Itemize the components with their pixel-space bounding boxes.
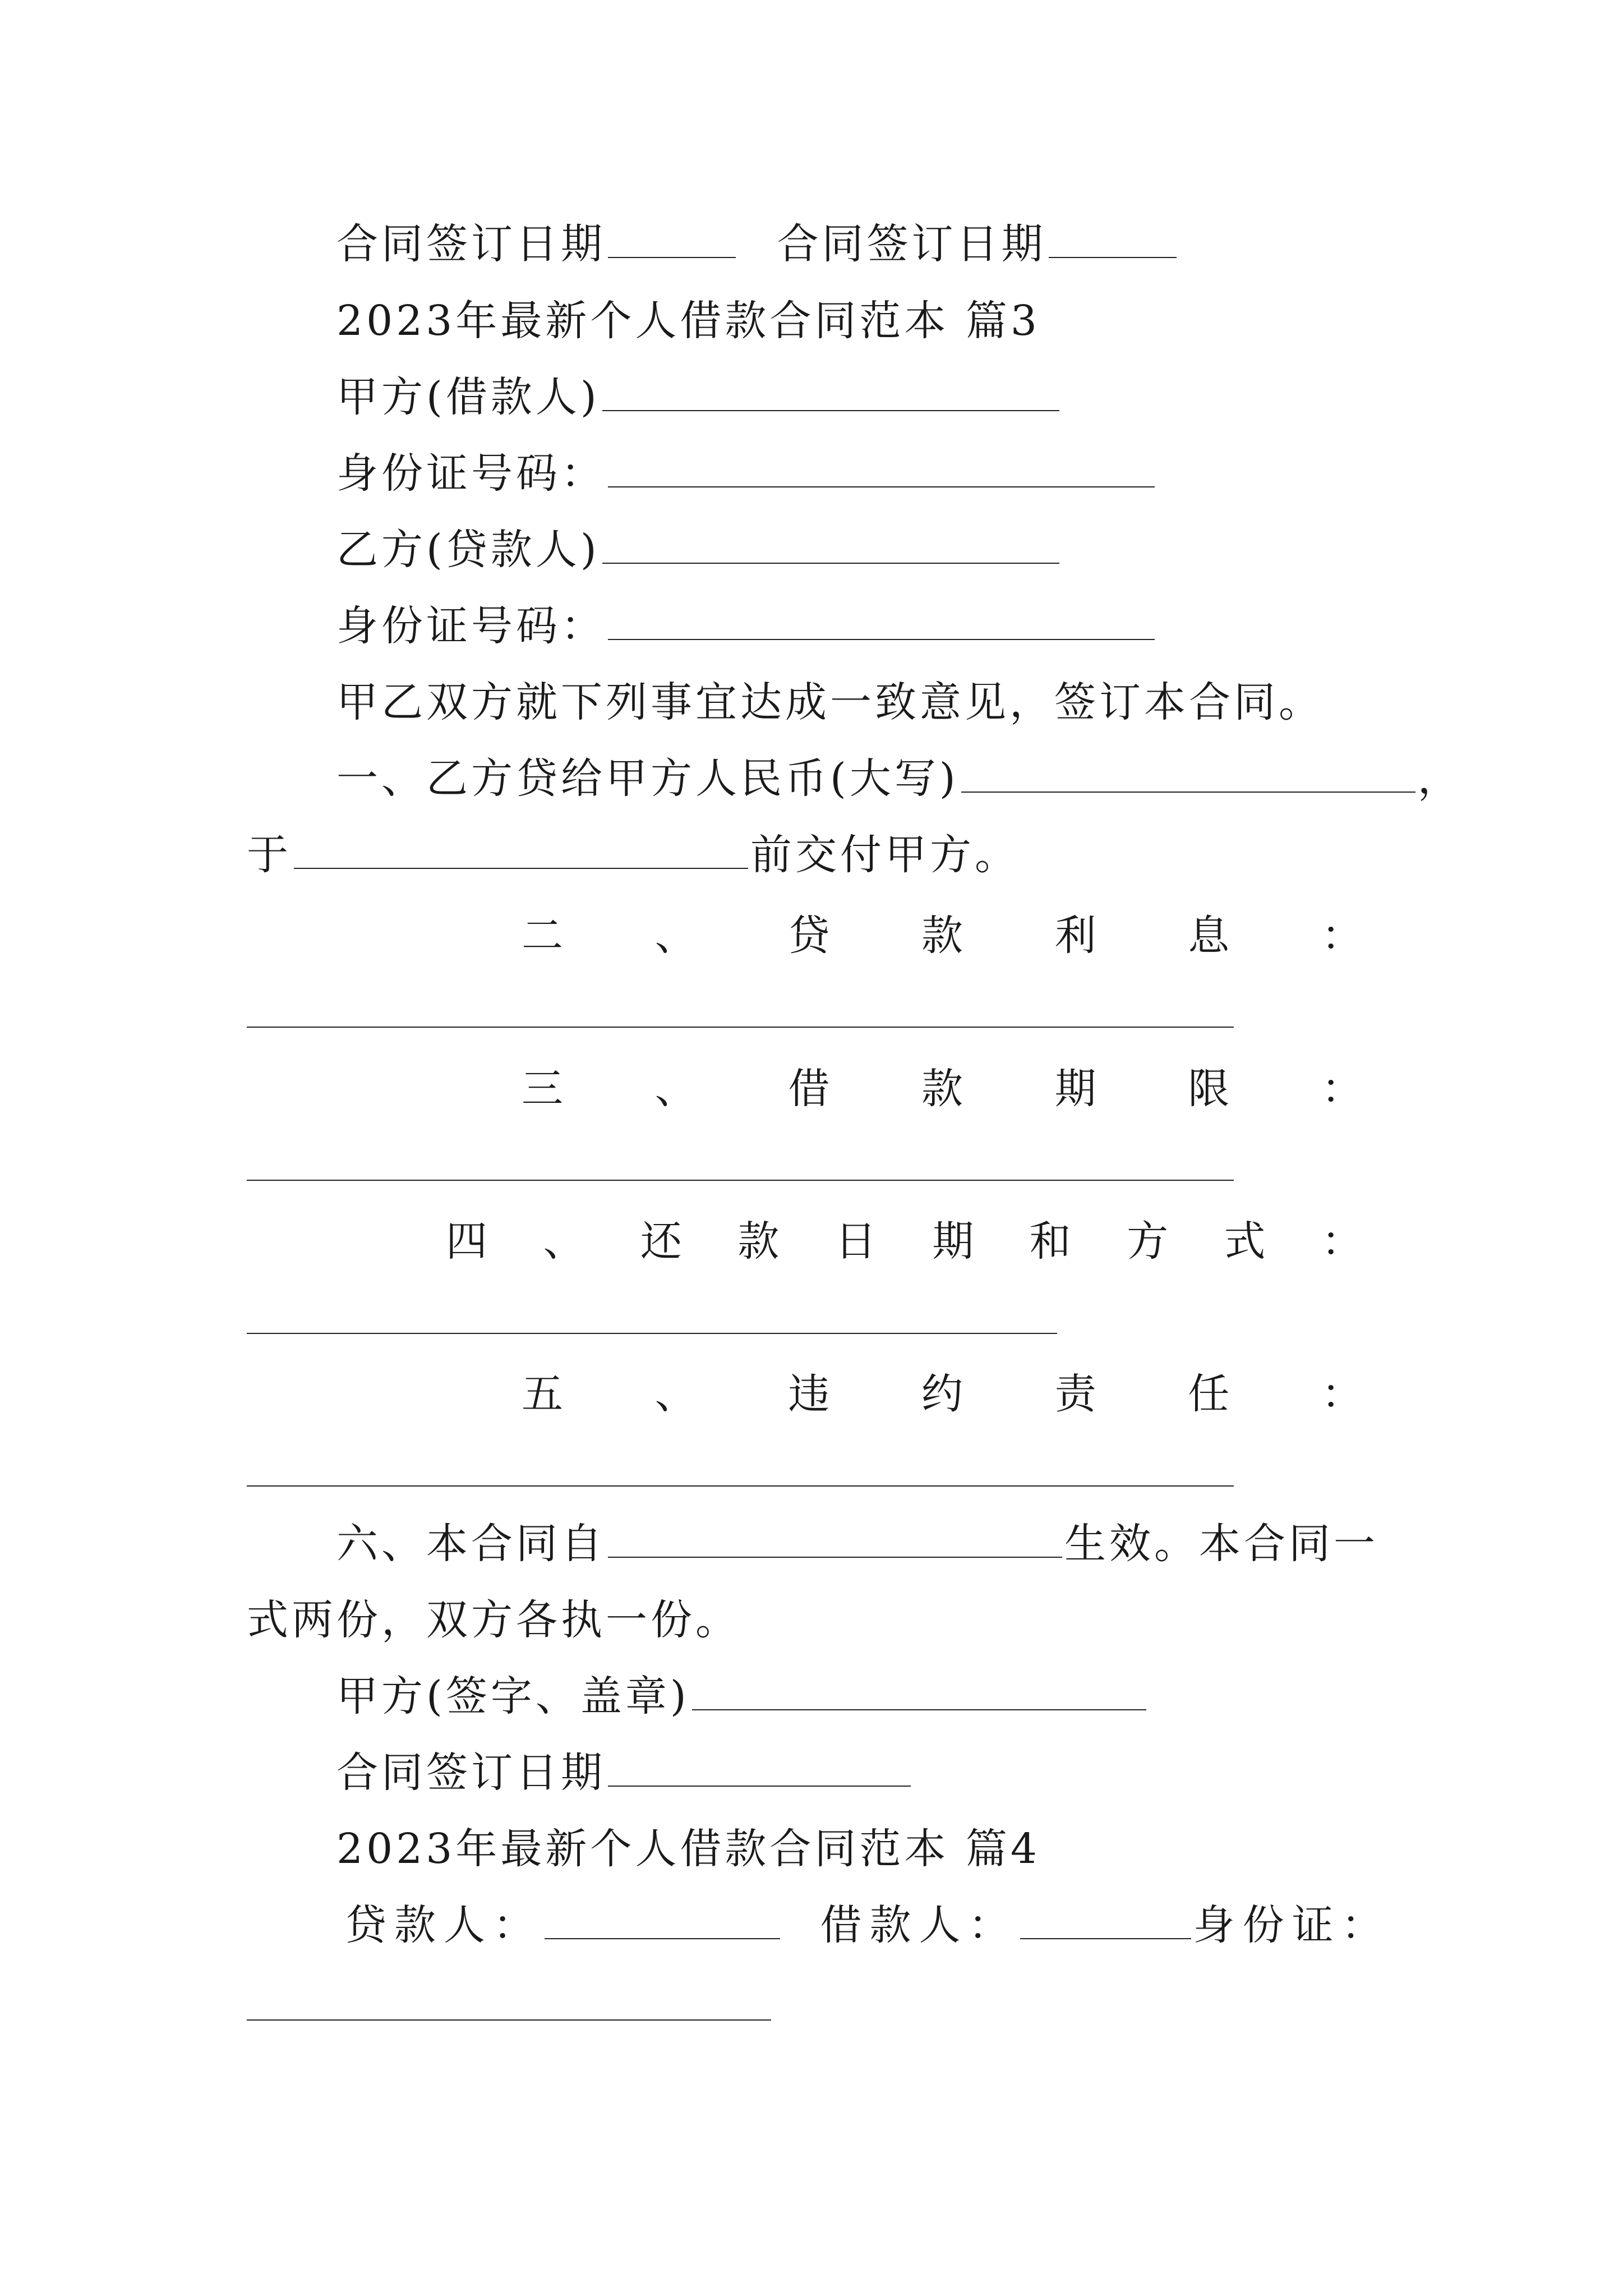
item-4-char: 四 [446,1217,487,1266]
item-6-cont: 式两份，双方各执一份。 [247,1596,740,1644]
borrower-label: 借款人： [820,1901,1018,1949]
item-2-char: ： [1321,912,1363,960]
item-3-char: 、 [654,1065,697,1113]
item-6-label: 六、本合同自 [336,1520,606,1568]
item-5-heading [522,1363,1363,1419]
item-3-char: 限 [1188,1065,1230,1113]
item-3-heading [522,1057,1363,1114]
item-4-char: 还 [640,1217,682,1266]
section-4-title: 2023年最新个人借款合同范本 篇4 [336,1825,1040,1873]
item-4-char: 、 [543,1217,585,1266]
item-5-char: 任 [1188,1370,1230,1418]
item-2-char: 贷 [788,912,830,960]
party-b-blank [602,523,1059,564]
id-card-label: 身份证： [1193,1901,1391,1949]
id-a-row [336,445,1157,501]
item-4-char: 方 [1127,1217,1169,1266]
item-4-char: 款 [737,1217,780,1266]
item-2-char: 利 [1054,912,1096,960]
id-a-label: 身份证号码： [336,449,606,498]
item-2-heading [522,904,1363,960]
item-1-row [336,751,1463,807]
item-1-prefix: 于 [247,831,292,879]
item-3-blank [247,1180,1234,1181]
item-2-blank [247,1027,1234,1028]
item-3-char: ： [1321,1065,1363,1113]
item-5-char: ： [1321,1370,1363,1418]
id-card-blank [247,2019,771,2021]
item-6-suffix: 生效。本合同一 [1064,1520,1378,1568]
item-1-comma: ， [1417,754,1463,803]
item-3-char: 借 [788,1065,830,1113]
parties-row [345,1897,1391,1953]
signing-date-row [336,216,1179,272]
party-a-blank [602,371,1059,411]
item-1-cont-row [247,827,1020,883]
signing-date-blank-2 [1049,218,1177,258]
item-5-char: 约 [921,1370,963,1418]
lender-blank [545,1899,780,1939]
signing-date-label-2: 合同签订日期 [777,220,1046,268]
signing-date-blank [608,218,736,258]
sign-date-row [336,1745,913,1801]
item-5-blank [247,1485,1234,1487]
item-4-char: 式 [1224,1217,1266,1266]
item-3-char: 款 [921,1065,963,1113]
sign-date-label: 合同签订日期 [336,1749,606,1797]
item-5-char: 、 [654,1370,697,1418]
item-4-char: 和 [1029,1217,1071,1266]
item-6-row [336,1516,1378,1572]
signing-date-label: 合同签订日期 [336,220,606,268]
agreement-statement: 甲乙双方就下列事宜达成一致意见，签订本合同。 [336,678,1324,726]
id-a-blank [608,447,1155,487]
borrower-blank [1020,1899,1191,1939]
item-5-char: 五 [522,1370,563,1418]
item-3-char: 三 [522,1065,563,1113]
item-4-heading [446,1210,1363,1266]
item-1-date-blank [294,829,748,869]
item-6-date-blank [608,1517,1062,1558]
id-b-blank [608,600,1155,640]
id-b-label: 身份证号码： [336,602,606,650]
lender-label: 贷款人： [345,1901,542,1949]
sign-a-label: 甲方(签字、盖章) [336,1672,690,1720]
item-2-char: 二 [522,912,563,960]
party-a-row [336,369,1062,425]
item-4-char: 日 [834,1217,877,1266]
item-4-char: ： [1321,1217,1363,1266]
party-b-label: 乙方(贷款人) [336,526,600,574]
item-4-char: 期 [932,1217,974,1266]
item-1-amount-blank [961,752,1415,793]
sign-a-blank [692,1670,1146,1710]
sign-a-row [336,1668,1149,1724]
sign-date-blank [608,1746,911,1787]
item-3-char: 期 [1054,1065,1096,1113]
item-2-char: 、 [654,912,697,960]
item-4-blank [247,1333,1057,1334]
item-2-char: 款 [921,912,963,960]
party-a-label: 甲方(借款人) [336,373,600,421]
item-5-char: 责 [1054,1370,1096,1418]
id-b-row [336,598,1157,654]
item-1-label: 一、乙方贷给甲方人民币(大写) [336,754,959,803]
section-3-title: 2023年最新个人借款合同范本 篇3 [336,297,1040,345]
party-b-row [336,522,1062,578]
item-2-char: 息 [1188,912,1230,960]
item-5-char: 违 [788,1370,830,1418]
item-1-suffix: 前交付甲方。 [750,831,1020,879]
